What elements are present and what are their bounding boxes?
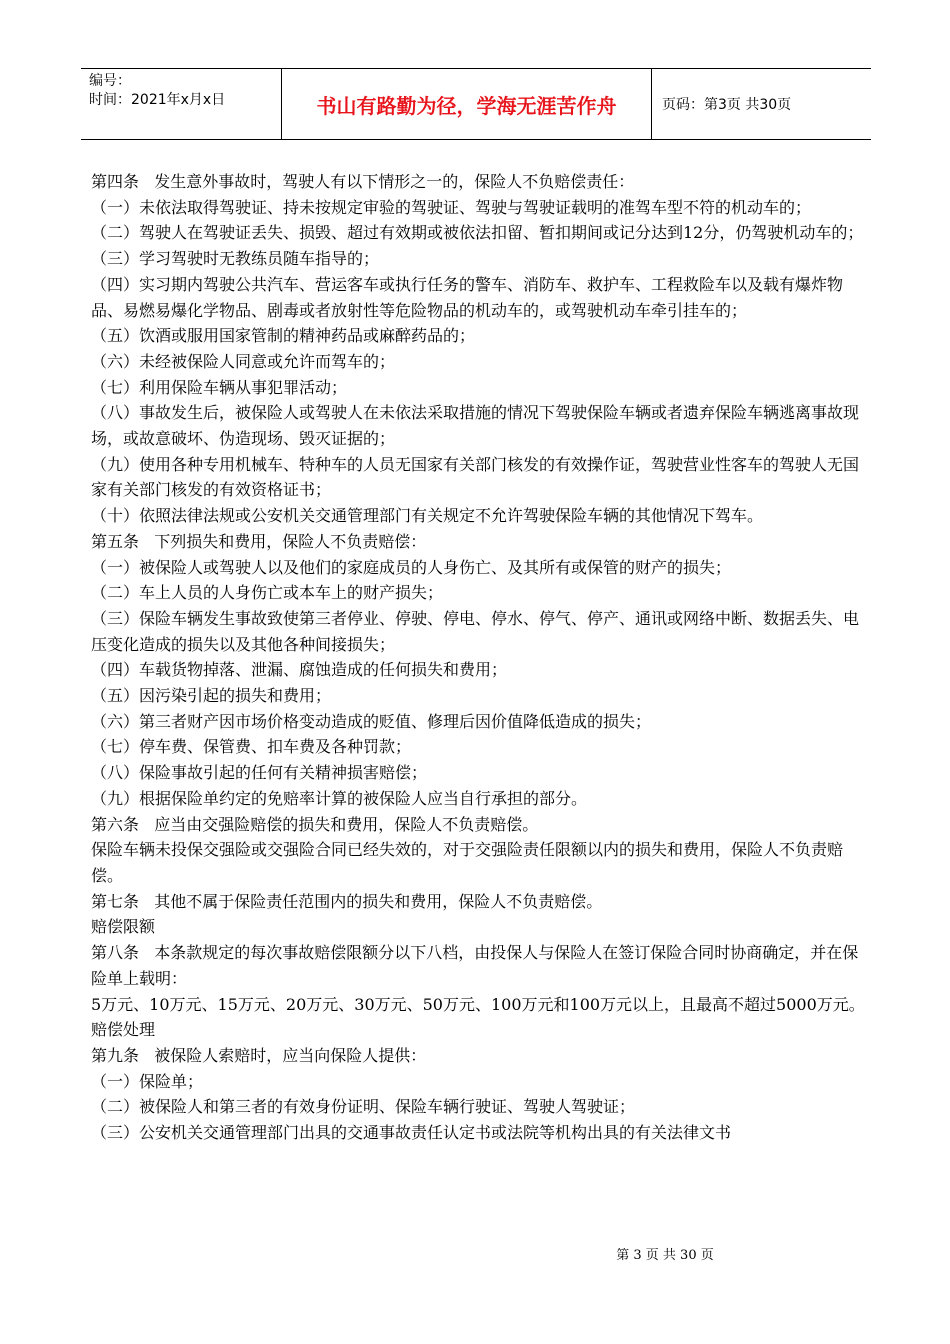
body-paragraph: （四）车载货物掉落、泄漏、腐蚀造成的任何损失和费用； xyxy=(91,660,508,680)
body-paragraph: （五）因污染引起的损失和费用； xyxy=(91,686,332,706)
header-motto: 书山有路勤为径，学海无涯苦作舟 xyxy=(282,69,652,139)
body-paragraph: （七）利用保险车辆从事犯罪活动； xyxy=(91,377,348,397)
body-paragraph: （二）驾驶人在驾驶证丢失、损毁、超过有效期或被依法扣留、暂扣期间或记分达到12分，仍驾驶机动车的； xyxy=(91,223,864,243)
body-paragraph: （二）车上人员的人身伤亡或本车上的财产损失； xyxy=(91,583,444,603)
body-paragraph: （三）公安机关交通管理部门出具的交通事故责任认定书或法院等机构出具的有关法律文书 xyxy=(91,1123,732,1143)
document-body xyxy=(91,169,871,1146)
page-footer: 第 3 页 共 30 页 xyxy=(616,1248,714,1263)
document-number-label: 编号： xyxy=(89,73,131,89)
body-paragraph: （三）保险车辆发生事故致使第三者停业、停驶、停电、停水、停气、停产、通讯或网络中断、数据丢失、电压变化造成的损失以及其他各种间接损失； xyxy=(91,608,860,654)
body-paragraph: 第九条 被保险人索赔时，应当向保险人提供： xyxy=(91,1045,427,1065)
body-paragraph: （十）依照法律法规或公安机关交通管理部门有关规定不允许驾驶保险车辆的其他情况下驾车。 xyxy=(91,506,764,526)
body-paragraph: 第六条 应当由交强险赔偿的损失和费用，保险人不负责赔偿。 xyxy=(91,814,539,834)
body-paragraph: 第五条 下列损失和费用，保险人不负责赔偿： xyxy=(91,531,427,551)
body-paragraph: 5万元、10万元、15万元、20万元、30万元、50万元、100万元和100万元以上，且最高不超过5000万元。 xyxy=(91,994,865,1014)
body-paragraph: （二）被保险人和第三者的有效身份证明、保险车辆行驶证、驾驶人驾驶证； xyxy=(91,1097,636,1117)
body-paragraph: （九）使用各种专用机械车、特种车的人员无国家有关部门核发的有效操作证，驾驶营业性客车的驾驶人无国家有关部门核发的有效资格证书； xyxy=(91,454,860,500)
body-paragraph: （六）第三者财产因市场价格变动造成的贬值、修理后因价值降低造成的损失； xyxy=(91,711,652,731)
body-paragraph: （一）被保险人或驾驶人以及他们的家庭成员的人身伤亡、及其所有或保管的财产的损失； xyxy=(91,557,732,577)
body-paragraph: （四）实习期内驾驶公共汽车、营运客车或执行任务的警车、消防车、救护车、工程救险车以及载有爆炸物品、易燃易爆化学物品、剧毒或者放射性等危险物品的机动车的，或驾驶机动车牵引挂车的； xyxy=(91,274,844,320)
body-paragraph: 第四条 发生意外事故时，驾驶人有以下情形之一的，保险人不负赔偿责任： xyxy=(91,172,635,191)
body-paragraph: （八）保险事故引起的任何有关精神损害赔偿； xyxy=(91,763,428,783)
body-paragraph: （七）停车费、保管费、扣车费及各种罚款； xyxy=(91,737,412,757)
body-paragraph: 保险车辆未投保交强险或交强险合同已经失效的，对于交强险责任限额以内的损失和费用，保险人不负责赔偿。 xyxy=(91,840,844,885)
body-paragraph: （三）学习驾驶时无教练员随车指导的； xyxy=(91,249,380,269)
body-paragraph: （一）未依法取得驾驶证、持未按规定审验的驾驶证、驾驶与驾驶证载明的准驾车型不符的机动车的； xyxy=(91,197,812,217)
body-paragraph: 第八条 本条款规定的每次事故赔偿限额分以下八档，由投保人与保险人在签订保险合同时协商确定，并在保险单上载明： xyxy=(91,943,859,988)
header-page-code: 页码：第3页 共30页 xyxy=(662,97,792,113)
body-paragraph: （八）事故发生后，被保险人或驾驶人在未依法采取措施的情况下驾驶保险车辆或者遗弃保险车辆逃离事故现场，或故意破坏、伪造现场、毁灭证据的； xyxy=(91,403,860,449)
body-paragraph: 第七条 其他不属于保险责任范围内的损失和费用，保险人不负责赔偿。 xyxy=(91,891,603,911)
body-paragraph: （五）饮酒或服用国家管制的精神药品或麻醉药品的； xyxy=(91,326,476,346)
body-paragraph: 赔偿限额 xyxy=(91,917,156,937)
body-paragraph: （九）根据保险单约定的免赔率计算的被保险人应当自行承担的部分。 xyxy=(91,788,588,808)
body-paragraph: （六）未经被保险人同意或允许而驾车的； xyxy=(91,351,396,371)
document-time-label: 时间：2021年x月x日 xyxy=(89,92,226,108)
body-paragraph: （一）保险单； xyxy=(91,1071,204,1091)
header-meta xyxy=(81,69,282,139)
page-header xyxy=(81,68,871,140)
body-paragraph: 赔偿处理 xyxy=(91,1020,156,1040)
